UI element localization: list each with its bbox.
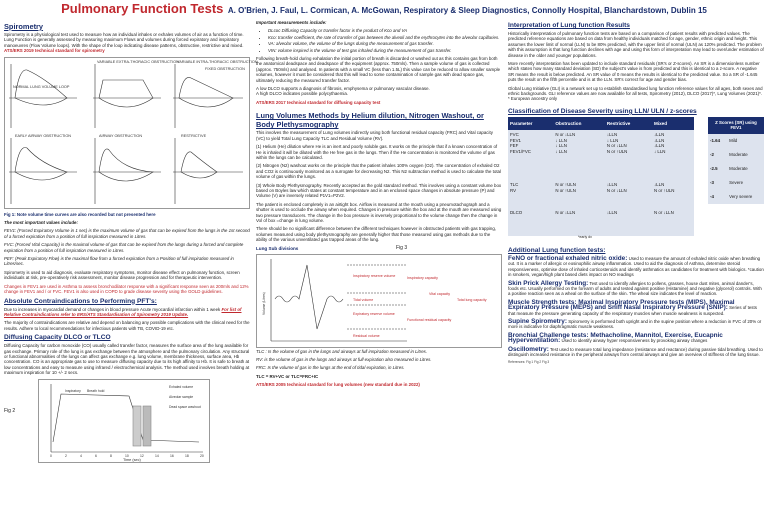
interp-text: Historically interpretation of pulmonary function tests are based on a comparison of patient results with predicted values. The predicted reference equations are based on data from healthy individuals matched for age, gender, ethnic origin and height. This assumes the lower limit of normal (LLN) to be 80% predicted, with the upper limit of normal (ULN) as 120% predicted. The problem with this assumption is that lung function declines with age and using this form of interpretation may lead to over/under estimation of disease in the older and younger populations. [508,31,764,58]
table-header: Parameter [508,117,553,130]
supine-text: Supine Spirometry: Spirometry is performed both upright and in the supine position where a reduction in FVC of 20% or more is indicative for diaphragmatic muscle weakness. [508,317,762,330]
loop-label-restrictive: RESTRICTIVE [181,133,207,138]
column-left [4,20,258,528]
title-main: Pulmonary Function Tests [61,1,224,16]
column-right [508,20,764,528]
z-score-table [708,117,764,204]
dlco-heading: Diffusing Capacity DLCO or TLCO [4,334,111,342]
interp-heading: Interpretation of Lung function Results [508,22,630,29]
table-header: Obstruction [553,117,604,130]
fig2-legend-1: Breath hold [87,388,105,393]
body-text3: There should be no significant difference between the different techniques however in obstructed patients with gas trapping, volumes measured using body plethysmography are generally higher that those measured using gas methods due to the ability of the various unventilated gas trapped areas of the lung. [256,226,497,243]
breath-text: Following breath-hold during exhalation the initial portion of breath is discarded or washed out as this contains gas from both the anatomical deadspace and deadspace of the equipment (approx. 750mls). Then a sample volume of gas is collected (approx. 750mls) and analysed. In patients with a small VC (less than 1.5L) this value can be reduced to allow smaller sample volumes, however it must be considered that this will lead to some contamination of sample gas with dead space gas, ultimately reducing the measured transfer factor. [256,56,501,83]
fig3-label: Fig 3 [396,244,408,251]
list-item: • Kco: transfer coefficient, the rate of transfer of gas between the alveoli and the erythrocytes into the alveolar capillaries. [268,35,502,40]
table-header: Mixed [652,117,694,130]
formula: TLC = RV+VC or TLC=FRC+IC [256,373,319,379]
skin-text: Skin Prick Allergy Testing: Test used to identify allergies to pollens, grasses, house dust mites, animal dander's, foods etc. Usually performed on the forearm of adults and tested against positive (Histamine) and negative (glycerol) controls. With a positive reaction seen as a wheal on the surface of the skin. The wheal size indicates the level of reaction. [508,279,762,297]
frc-def: FRC: Is the volume of gas in the lungs at the end of tidal expiration, in Litres. [256,365,405,371]
fig3-vc: Vital capacity [429,291,451,296]
table-row: -1.64 Mild [708,134,764,148]
values-heading: The most important values include: [4,220,78,226]
fig2-tick-label: 0 [50,453,52,458]
fev1-def: FEV1: (Forced Expiratory Volume in 1 sec) is the maximum volume of gas that can be expired from the lungs in the 1st second of a forced expiration from a position of full inspiration measured in Litres. [4,228,250,239]
table-note: *early dx [578,234,592,239]
contra-text2: The majority of contraindications are relative and depend on balancing any possible complications with the clinical need for the results. Adhere to local recommendations for infectious patients with TB, COVID-19 etc. [4,320,250,331]
loop-label-normal: NORMAL LUNG VOLUME LOOP [13,84,70,89]
loop-label-fixed: FIXED OBSTRUCTION [205,66,245,71]
table-row: DLCO N or ↓LLN ↓LLN N or ↓LLN [508,208,694,236]
loop-label-airway: AIRWAY OBSTRUCTION [99,133,143,138]
osc-text: Oscillometry: Test used to measure total lung impedance (resistance and reactance) during passive tidal breathing. Used to distinguish increased resistance in the peripheral airways from central airways and give an overview of stiffness of the lung tissue. [508,345,763,357]
class-heading: Classification of Disease Severity using LLN/ ULN / z-scores [508,107,697,115]
dlco-breath-figure [38,379,210,463]
fig3-ylabel: Volume (Litres) [262,291,266,315]
fig2-tick-label: 10 [125,453,129,458]
list-item: • VIN: volume inspired is the volume of test gas inhaled during the measurement of gas transfer. [268,48,502,53]
rv-def: RV: is the volume of gas in the lungs and airways at full expiration also measured in Litres. [256,357,432,362]
high-dlco: A high DLCO indicates possible polycythaemia. [256,91,349,97]
gli-text: Global Lung Initiative (GLI) is a network set up to establish standardised lung function reference values for all ages, both sexes and ethnic backgrounds. GLI reference values are now available for all tests, Spirometry (2012), DLCO (2017)*, Lung Volumes (2021)*. * European ancestry only [508,85,763,102]
low-dlco: A low DLCO supports a diagnosis of fibrosis, emphysema or pulmonary vascular disease. [256,86,430,92]
fig2-tick-label: 6 [95,453,97,458]
flow-volume-loops-figure [4,57,258,209]
table-row: -4 Very severe [708,190,764,204]
fig2-legend-0: Inspiratory [65,388,81,393]
fig3-ic: Inspiratory capacity [407,275,438,280]
fig2-label: Fig 2 [4,407,16,414]
fig3-rv: Residual volume [353,333,380,338]
asthma-text: Changes in FEV1 are used in Asthma to assess bronchodilator response with a significant response seen as 200mls and 12% change in FEV1 and / or FVC. FEV1 is also used in COPD to grade disease severity using the GOLD guidelines. [4,283,249,295]
fig2-tick-label: 2 [65,453,67,458]
loop-label-extra: VARIABLE EXTRA-THORACIC OBSTRUCTION [97,59,179,64]
fig2-tick-label: 4 [80,453,82,458]
tlc-def: TLC : Is the volume of gas in the lungs and airways at full inspiration measured in Litres. [256,348,428,354]
lungvol-heading: Lung Volumes Methods by Helium dilution, Nitrogen Washout, or Body Plethysmography [256,111,484,130]
poster-title [0,0,768,18]
table-row: TLC RV N or ↑ULN N or ↑ULN ↓LLN N or ↓LLN ↓LLN N or ↑ULN [508,180,694,208]
additional-heading: Additional Lung function tests: [508,246,606,254]
fig2-xlabel: Time (sec) [123,457,141,462]
table-row: -3 Severe [708,176,764,190]
fvc-def: FVC: (Forced Vital Capacity) is the maximal volume of gas that can be expired from the lungs during a forced and complete expiration from a position of full inspiration measured in Litres. [4,242,244,253]
bronchial-text: Bronchial Challenge tests: Methacholine, Mannitol, Exercise, Eucapnic Hyperventilation: Used to identify airway hyper responsiveness by provoking airway changes [508,331,723,345]
helium-text: (1) Helium (He) dilution where He is an inert and poorly soluble gas. It works on the principle that if a known concentration of He is inhaled it will be diluted with the He free gas in the lungs. Then if the He concentration is monitored the volume of gas within the lungs can be calculated. [256,144,498,160]
loop-label-early: EARLY AIRWAY OBSTRUCTION [15,133,72,138]
lungvol-intro: This involves the measurement of Lung volumes indirectly using both functional residual capacity (FRC) and Vital capacity (VC) to yield Total Lung Capacity TLC and Residual Volume (RV). [256,130,493,141]
fig3-frc: Functional residual capacity [407,317,452,322]
table-row: -2 Moderate [708,148,764,162]
fig3-erv: Expiratory reserve volume [353,311,395,316]
table-header: Restrictive [605,117,652,130]
fig1-caption: Fig 1: Note volume time curves are also recorded but not presented here [4,211,156,217]
muscle-text: Muscle Strength tests: Maximal Inspiratory Pressure tests (MIPS), Maximal Expiratory Pressure (MEPS) and Sniff Nasal Inspiratory Pressure (SNIP): Series of tests that measure the pressure generating capacity of the respiratory muscles when muscle weakness is suspected. [508,298,757,316]
fig2-legend-3: Alveolar sample [169,394,194,399]
references: References: Fig 1 Fig 2 Fig 3 [508,360,550,365]
z-header: Z Scores (SR) using FEV1 [708,117,764,134]
lungvol-guideline: ATS/ERS 2005 technical standard for lung volumes (new standard due in 2022) [256,382,420,388]
fig2-tick-label: 14 [155,453,159,458]
nitrogen-text: (2) Nitrogen (N2) washout works on the principle that the patient inhales 100% oxygen (O2). The concentration of exhaled O2 and CO2 is continuously monitored as a surrogate for decreasing N2. This N2 subtraction method is used to calculate the total volume of gas within the lungs. [256,163,501,180]
fig3-container [256,246,502,346]
fig2-legend-4: Dead space washout [169,404,201,409]
pef-def: PEF: (Peak Expiratory Flow) is the maximal flow from a forced expiration from a Position of full inspiration measured in Litres/sec. [4,256,234,267]
fig2-tick-label: 18 [185,453,189,458]
table-row: -2.5 Moderate [708,162,764,176]
interp-text2: More recently interpretation has been updated to include standard residuals (SR's or Z-scores). An SR is a dimensionless number which states how many standard deviation (SD) the subject's value is from predicted and this is identical to a z-score. A negative SR means the result is below predicted. An SR value of 0 means the results is identical to the predicted value. So a SR of -1.645 puts the result on the fifth percentile and is at the LLN. SR's correct for age and gender bias. [508,61,760,83]
fig3-tlc: Total lung capacity [457,297,487,302]
fig2-tick-label: 20 [200,453,204,458]
spirometry-text: Spirometry is a physiological test used to measure how an individual inhales or exhales volumes of air as a function of time. Lung Function is generally assessed by measuring maximum Flows and volumes during forced expiratory and inspiratory manoeuvres (Flow Volume loops). With the shape of the loop indicating disease patterns, obstructive, restrictive and mixed. ATS/ERS 2019 technical standard for spirometry [4,32,244,54]
diagnose-text: Spirometry is used to aid diagnosis, evaluate respiratory symptoms, monitor disease effect on pulmonary function, screen individuals at risk, pre-operatively risk assessment, monitor disease progression and for therapeutic intervention. [4,269,240,281]
loop-label-intra: VARIABLE INTRA-THORACIC OBSTRUCTION [177,59,258,64]
list-item: • DLcoc Diffusing Capacity or transfer factor is the product of Kco and VA [268,28,502,33]
title-authors: A. O'Brien, J. Faul, L. Cormican, A. McGowan, Respiratory & Sleep Diagnostics, Connolly Hospital, Blanchardstown, Dublin 15 [227,6,707,15]
feno-text: FeNO or fractional exhaled nitric oxide: Used to measure the amount of exhaled nitric oxide when breathing out. It is a marker of allergic or eosinophilic airway inflammation. Used to aid the diagnosis of Asthma, determine steroid responsiveness, optimise dose of inhaled corticosteroids and identify asthmatics as candidates for treatment with biologics. *caution in smokers, vegan/high plant based diets impact on NO readings [508,254,764,278]
dlco-guideline: ATS/ERS 2017 technical standard for diffusing capacity test [256,99,381,105]
lung-subdivisions-figure [256,254,502,348]
fig2-legend-2: Exhaled volume [169,384,194,389]
table-row: FVC FEV1 FEF FEV1/FVC N or ↓LLN ↓ LLN ↓ LLN ↓ LLN ↓LLN ↓ LLN N or ↓LLN N or ↑ULN ↓LLN ↓LLN ↓LLN ↓ LLN [508,130,694,180]
spirometry-heading: Spirometry [4,22,44,31]
fig2-container [4,379,250,463]
dlco-text: Diffusing Capacity for carbon monoxide (CO) usually called transfer factor, measures the surface area of the lung available for gas exchange. Primary role of the lung is gas exchange between the atmosphere and the pulmonary circulation. Any structural or functional abnormalities of the lungs can affect gas exchange e.g. lung volume, membrane thickness, surface area, Hb concentration. CO is an appropriate gas to use to measure diffusing capacity due to its high affinity to Hb. It is safe to breath at low concentrations and easy to measure using infrared / electrochemical analysis. The method used involves breath holding at maximum inspiration for 10 +/- 2 secs. [4,343,250,376]
fig3-tv: Tidal volume [353,297,374,302]
classification-table [508,117,694,236]
body-text: (3) Whole Body Plethysmography. Recently accepted as the gold standard method. This involves using a constant volume box based on Boyles law which states at constant temperature and in an enclosed space changes in absolute pressure (P) and Volume (V) are inversely related P1V1=P2V2. [256,182,502,199]
list-item: • VA: alveolar volume, the volume of the lungs during the measurement of gas transfer. [268,41,502,46]
classification-area [508,117,764,245]
fig2-tick-label: 12 [140,453,144,458]
subdiv-label: Lung Sub divisions [256,245,299,251]
fig3-irv: Inspiratory reserve volume [353,273,396,278]
column-middle [256,20,502,528]
fig2-tick-label: 8 [110,453,112,458]
important-heading: Important measurements include: [256,20,327,25]
contra-text: Due to increases in myocardial demand or changes in blood pressure Acute myocardial infarction within 1 week For list of Relative Contraindications refer to ERS/ATS Standardisation of Spirometry 2019 Update. [4,306,242,317]
fig2-tick-label: 16 [170,453,174,458]
measurement-list [256,28,502,53]
body-text2: The patient is enclosed completely in an airtight box. Airflow is measured at the mouth using a pneumotachograph and a shutter is used to occlude the airway when required. Changes in pressure within the box and at the mouth are measured using two pressure transducers. The change in the box pressure is inversely proportional to the volume change then the change in Vol of box =change in lung volume. [256,201,502,223]
contra-heading: Absolute Contraindications to Performing PFT's: [4,297,157,305]
